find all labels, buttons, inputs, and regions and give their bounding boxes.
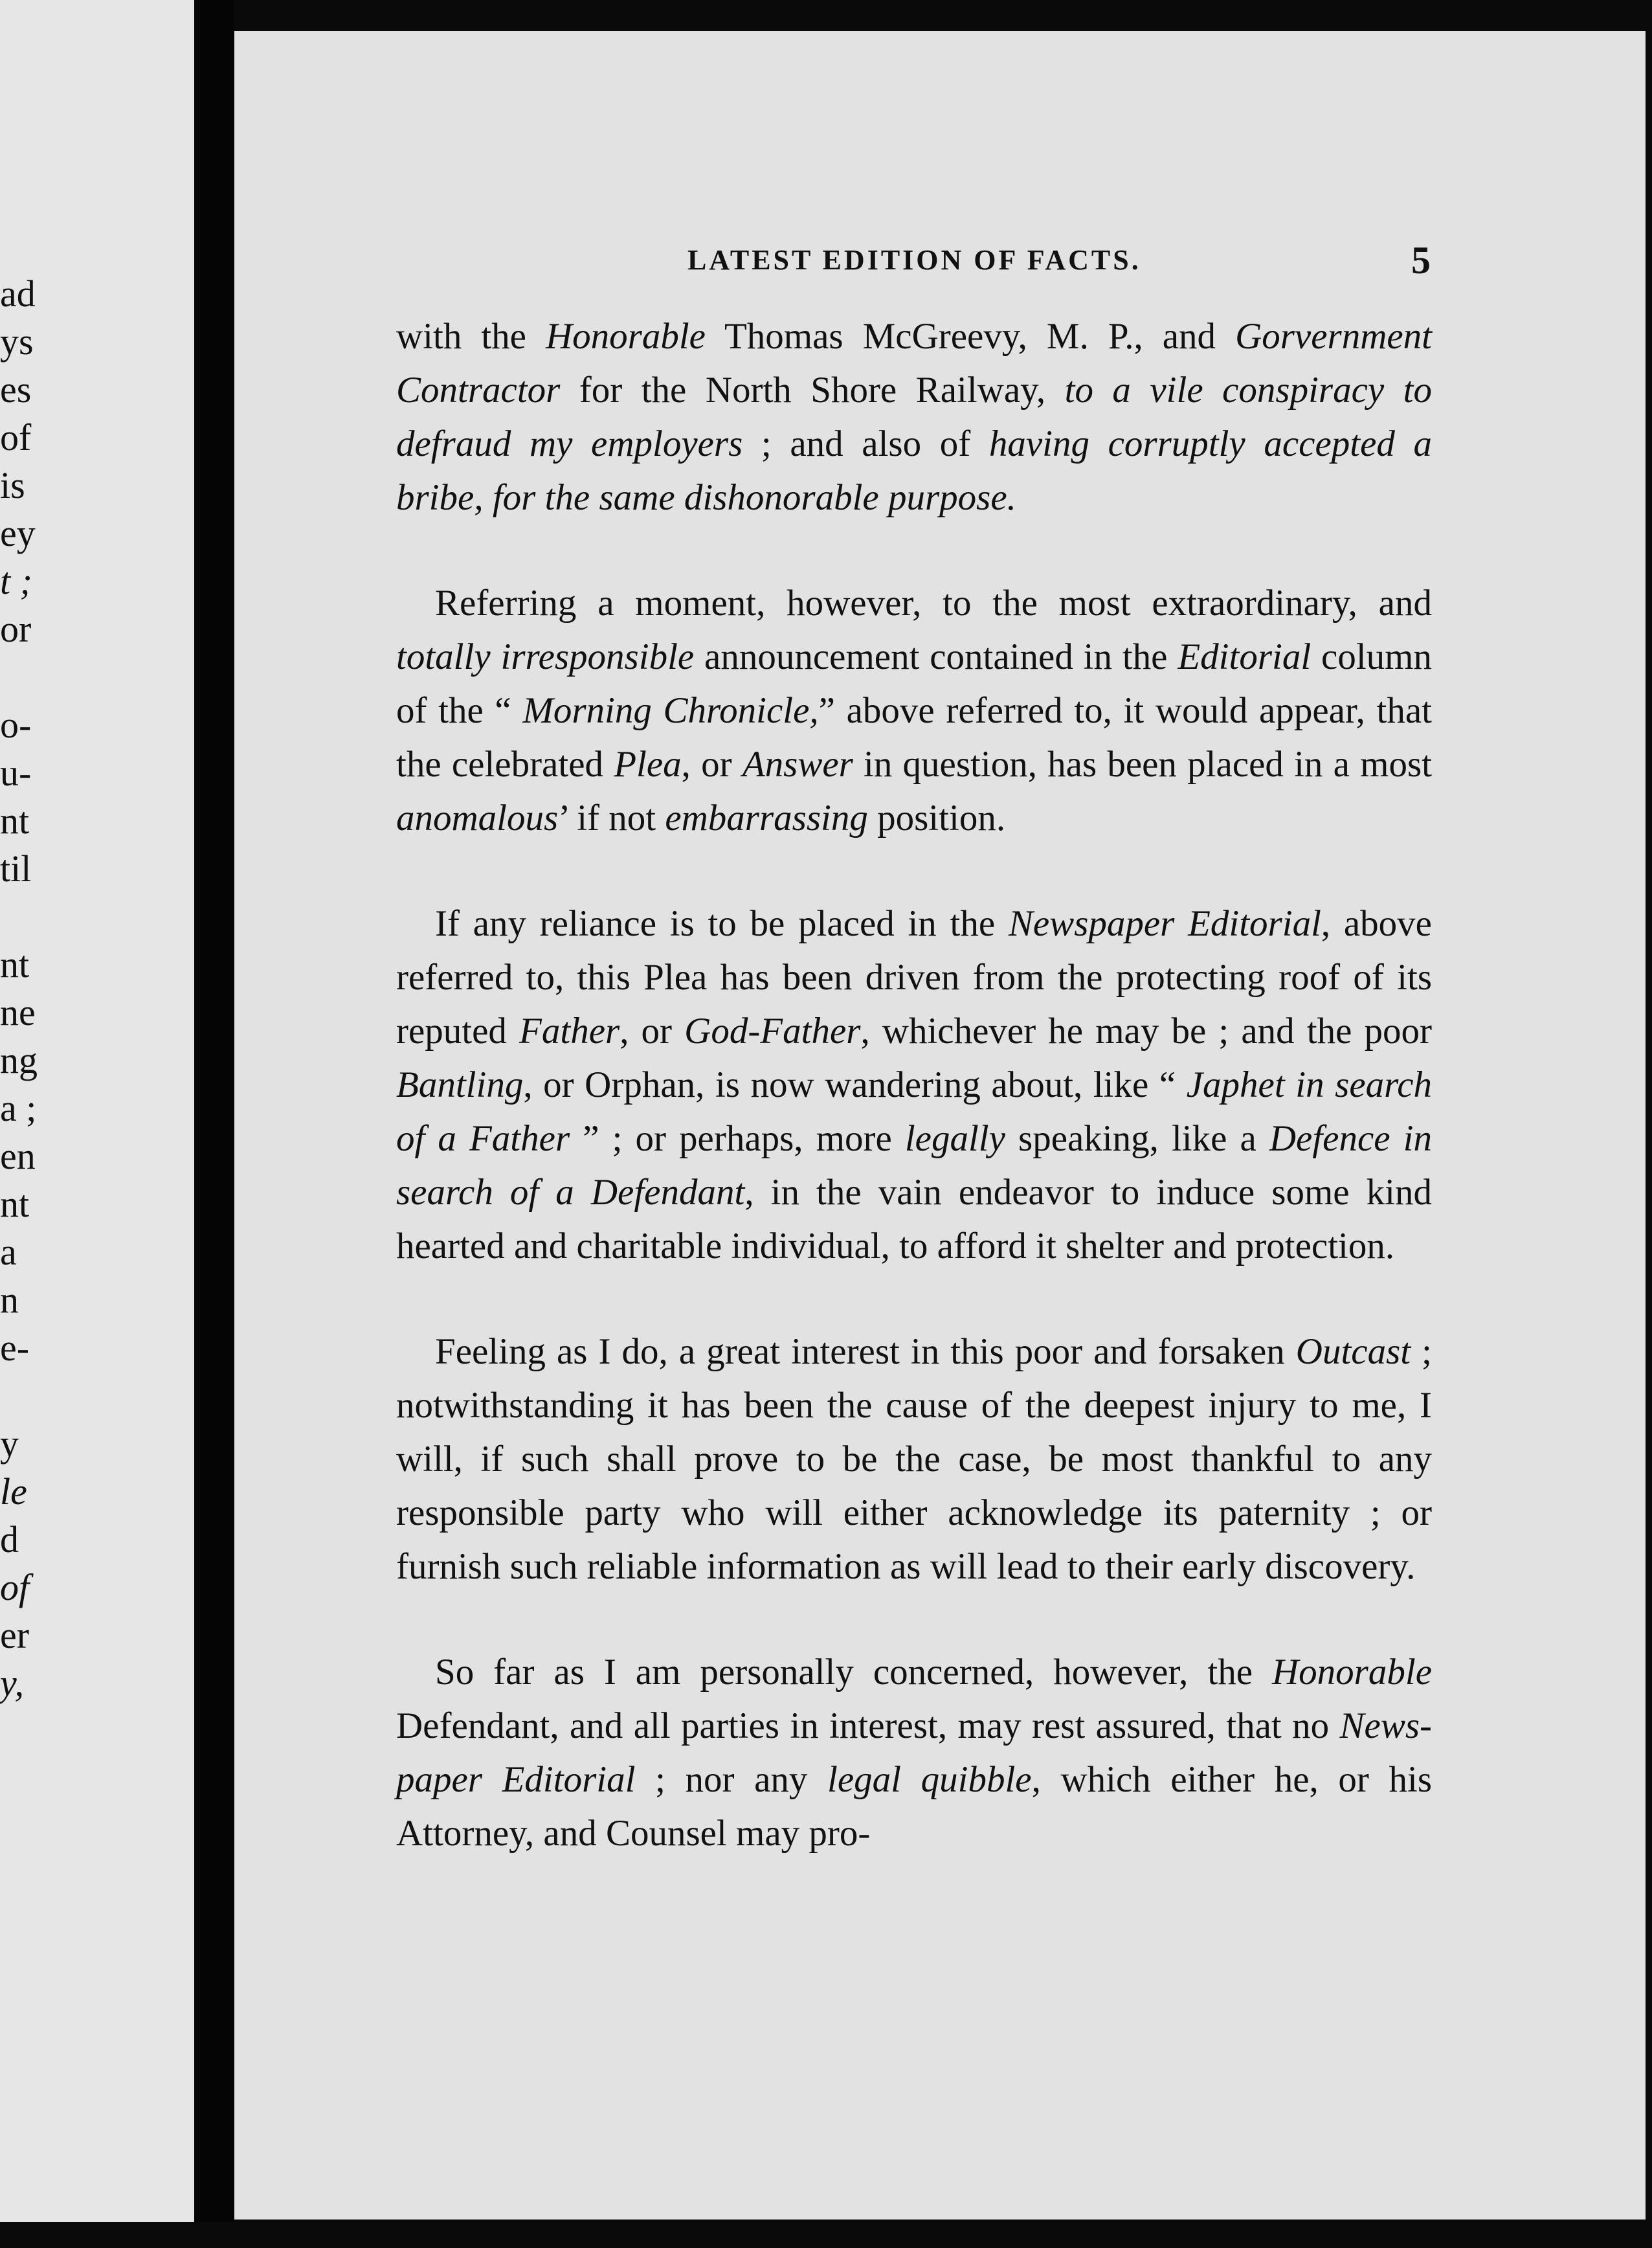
italic-text: Japhet in search of a Father <box>396 1064 1432 1159</box>
facing-page-fragment: ys <box>0 320 34 363</box>
facing-page-fragment: ne <box>0 991 36 1033</box>
book-page <box>234 31 1646 2220</box>
text-run: , or Orphan, is now wandering about, like “ <box>523 1064 1187 1105</box>
running-title: LATEST EDITION OF FACTS. <box>687 244 1141 276</box>
text-run: Feeling as I do, a great interest in this poor and forsaken <box>435 1331 1296 1372</box>
facing-page-fragment: nt <box>0 1183 30 1225</box>
italic-text: having corruptly accepted a bribe, for the same dishonorable purpose. <box>396 423 1433 518</box>
text-run: for the North Shore Railway, <box>560 370 1065 410</box>
text-run: , whichever he may be ; and the poor <box>860 1011 1432 1051</box>
text-run: ; and also of <box>742 423 989 464</box>
text-run: announcement contained in the <box>694 636 1178 677</box>
paragraph <box>396 576 1432 845</box>
facing-page-fragment: nt <box>0 943 30 985</box>
facing-page-fragment: e- <box>0 1327 30 1369</box>
facing-page-fragment: nt <box>0 800 30 842</box>
text-run: Defendant, and all parties in interest, may rest assured, that no <box>396 1705 1340 1746</box>
italic-text: News-paper Editorial <box>396 1705 1432 1800</box>
facing-page-fragment: er <box>0 1614 30 1656</box>
text-run: Referring a moment, however, to the most extraordinary, and <box>435 583 1432 624</box>
text-run: ; notwithstanding it has been the cause of the deepest injury to me, I will, if such shall prove to be the case, be most thankful to any responsible party who will either acknowledge its paternity ; or furnish such reliable information as will lead to their early discovery. <box>396 1331 1432 1587</box>
italic-text: Gorvernment Contractor <box>396 316 1432 410</box>
italic-text: Honorable <box>1272 1652 1432 1692</box>
paragraph <box>396 1645 1432 1860</box>
italic-text: Morning Chronicle, <box>522 690 819 731</box>
text-run: If any reliance is to be placed in the <box>435 903 1009 944</box>
italic-text: Bantling <box>396 1064 524 1105</box>
facing-page-fragment: o- <box>0 704 32 746</box>
text-run: , or <box>620 1011 685 1051</box>
body-text <box>396 309 1432 1912</box>
italic-text: Father <box>519 1011 620 1051</box>
italic-text: Honorable <box>546 316 706 357</box>
italic-text: Editorial <box>1178 636 1312 677</box>
facing-page-fragment: t ; <box>0 560 32 602</box>
text-run: , which either he, or his Attorney, and Counsel may pro- <box>396 1759 1433 1854</box>
facing-page-fragment: le <box>0 1470 27 1512</box>
facing-page-fragment: ad <box>0 273 36 315</box>
scan-bottom-edge <box>0 2222 1652 2248</box>
facing-page-fragment: d <box>0 1518 19 1560</box>
facing-page-fragment: y, <box>0 1662 25 1704</box>
text-run: column of the “ <box>396 636 1432 731</box>
page-number: 5 <box>1411 239 1431 282</box>
facing-page-fragment: a <box>0 1231 17 1273</box>
italic-text: Answer <box>742 744 853 785</box>
text-run: Thomas McGreevy, M. P., and <box>705 316 1236 357</box>
book-gutter <box>194 0 234 2248</box>
text-run: in question, has been placed in a most <box>853 744 1432 785</box>
italic-text: to a vile conspiracy to defraud my employers <box>396 370 1432 464</box>
italic-text: Newspaper Editorial <box>1008 903 1321 944</box>
text-run: , in the vain endeavor to induce some kind hearted and charitable individual, to afford it shelter and protection. <box>396 1172 1432 1266</box>
italic-text: Plea <box>614 744 682 785</box>
facing-page <box>0 0 194 2227</box>
facing-page-fragment: y <box>0 1422 19 1465</box>
running-header <box>234 238 1646 290</box>
paragraph <box>396 1325 1432 1593</box>
paragraph <box>396 309 1432 524</box>
facing-page-fragment: of <box>0 1566 30 1608</box>
facing-page-fragment: is <box>0 464 25 506</box>
text-run: , above referred to, this Plea has been driven from the protecting roof of its reputed <box>396 903 1432 1051</box>
text-run: ’ if not <box>558 798 665 838</box>
text-run: So far as I am personally concerned, however, the <box>435 1652 1273 1692</box>
facing-page-fragment: es <box>0 368 32 410</box>
facing-page-fragment: en <box>0 1135 36 1177</box>
text-run: ” above referred to, it would appear, that the celebrated <box>396 690 1432 785</box>
italic-text: embarrassing <box>665 798 868 838</box>
italic-text: anomalous <box>396 798 559 838</box>
italic-text: totally irresponsible <box>396 636 695 677</box>
text-run: speaking, like a <box>1005 1118 1269 1159</box>
text-run: , or <box>681 744 742 785</box>
facing-page-fragment: a ; <box>0 1087 37 1129</box>
italic-text: Defence in search of a Defendant <box>396 1118 1432 1213</box>
italic-text: Outcast <box>1295 1331 1411 1372</box>
italic-text: legal quibble <box>827 1759 1032 1800</box>
facing-page-fragment: til <box>0 848 32 890</box>
text-run: ; nor any <box>635 1759 828 1800</box>
text-run: position. <box>867 798 1006 838</box>
facing-page-fragment: ey <box>0 512 36 554</box>
facing-page-fragment: u- <box>0 752 32 794</box>
italic-text: God-Father <box>684 1011 861 1051</box>
paragraph <box>396 897 1432 1273</box>
facing-page-fragment: or <box>0 608 32 650</box>
facing-page-fragment: of <box>0 416 32 458</box>
facing-page-fragment: n <box>0 1279 19 1321</box>
text-run: ” ; or perhaps, more <box>570 1118 905 1159</box>
text-run: with the <box>396 316 546 357</box>
italic-text: legally <box>904 1118 1005 1159</box>
facing-page-fragment: ng <box>0 1039 38 1081</box>
